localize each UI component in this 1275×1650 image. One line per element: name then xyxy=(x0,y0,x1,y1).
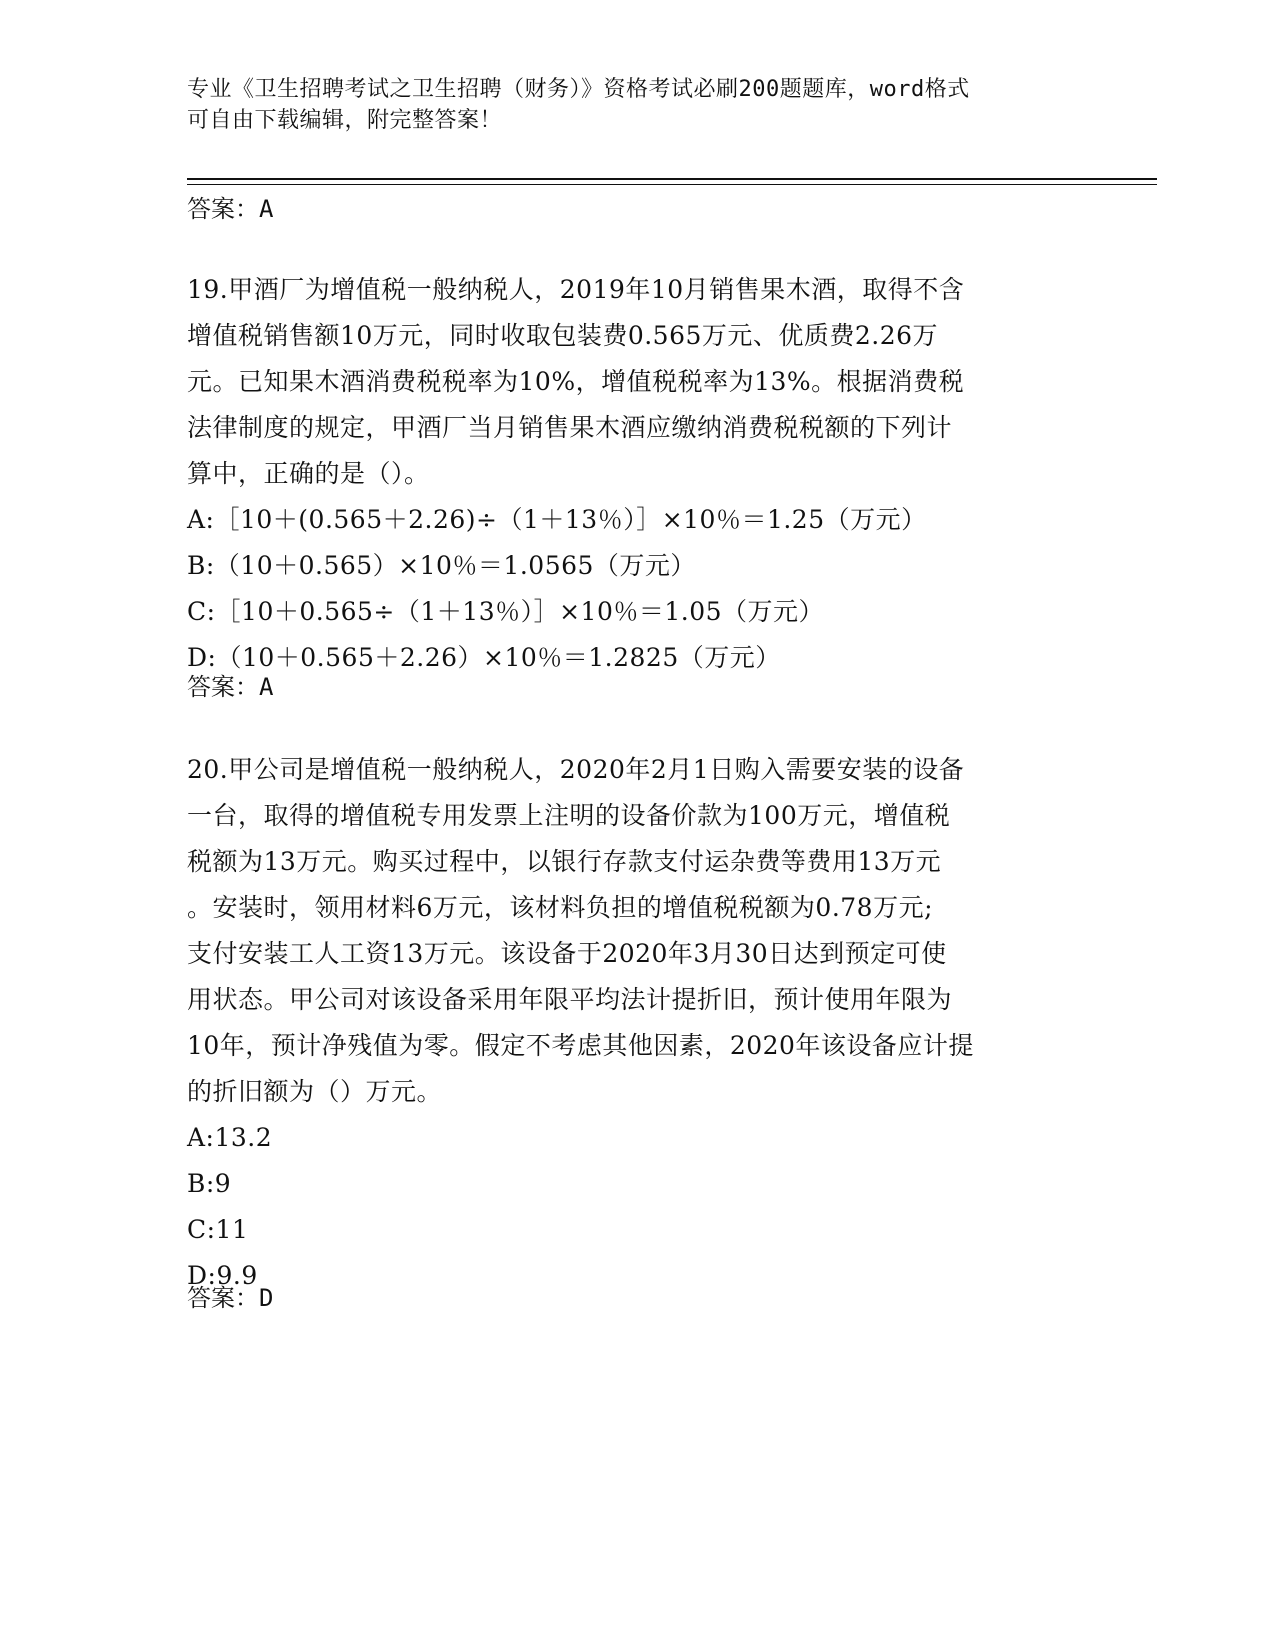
question-stem-line: 法律制度的规定，甲酒厂当月销售果木酒应缴纳消费税税额的下列计 xyxy=(187,413,953,442)
question-stem-line: 税额为13万元。购买过程中，以银行存款支付运杂费等费用13万元 xyxy=(187,847,942,876)
question-stem-line: 用状态。甲公司对该设备采用年限平均法计提折旧，预计使用年限为 xyxy=(187,985,953,1014)
question-stem-line: 算中，正确的是（）。 xyxy=(187,459,430,488)
question-stem-line: 10年，预计净残值为零。假定不考虑其他因素，2020年该设备应计提 xyxy=(187,1031,974,1060)
option-c: C:［10＋0.565÷（1＋13％）］×10％＝1.05（万元） xyxy=(187,597,825,626)
answer-line-prev xyxy=(187,194,273,224)
question-stem-line: 支付安装工人工资13万元。该设备于2020年3月30日达到预定可使 xyxy=(187,939,947,968)
document-header xyxy=(187,74,1087,136)
option-d: D:9.9 xyxy=(187,1261,258,1290)
question-stem-line: 的折旧额为（）万元。 xyxy=(187,1077,443,1106)
question-20 xyxy=(187,747,1087,1299)
answer-label: 答案： xyxy=(187,1284,259,1312)
answer-label: 答案： xyxy=(187,673,259,701)
question-19 xyxy=(187,267,1087,681)
question-stem-line: 20.甲公司是增值税一般纳税人，2020年2月1日购入需要安装的设备 xyxy=(187,755,965,784)
question-stem-line: 。安装时，领用材料6万元，该材料负担的增值税税额为0.78万元; xyxy=(187,893,933,922)
answer-line-19 xyxy=(187,672,273,702)
option-a: A:13.2 xyxy=(187,1123,273,1152)
answer-label: 答案： xyxy=(187,195,259,223)
answer-letter: D xyxy=(259,1284,274,1312)
option-b: B:9 xyxy=(187,1169,232,1198)
question-stem-line: 一台，取得的增值税专用发票上注明的设备价款为100万元，增值税 xyxy=(187,801,951,830)
header-line-1: 专业《卫生招聘考试之卫生招聘（财务）》资格考试必刷200题题库，word格式 xyxy=(187,77,970,102)
header-rule-thin xyxy=(187,184,1157,185)
answer-letter: A xyxy=(259,195,274,223)
option-a: A:［10＋(0.565＋2.26)÷（1＋13％）］×10％＝1.25（万元） xyxy=(187,505,927,534)
question-stem-line: 增值税销售额10万元，同时收取包装费0.565万元、优质费2.26万 xyxy=(187,321,939,350)
answer-line-20 xyxy=(187,1283,273,1313)
option-b: B:（10＋0.565）×10％＝1.0565（万元） xyxy=(187,551,696,580)
option-d: D:（10＋0.565＋2.26）×10％＝1.2825（万元） xyxy=(187,643,781,672)
question-stem-line: 元。已知果木酒消费税税率为10%，增值税税率为13%。根据消费税 xyxy=(187,367,965,396)
header-line-2: 可自由下载编辑，附完整答案！ xyxy=(187,108,503,133)
question-stem-line: 19.甲酒厂为增值税一般纳税人，2019年10月销售果木酒，取得不含 xyxy=(187,275,965,304)
option-c: C:11 xyxy=(187,1215,249,1244)
answer-letter: A xyxy=(259,673,274,701)
header-rule-thick xyxy=(187,178,1157,180)
